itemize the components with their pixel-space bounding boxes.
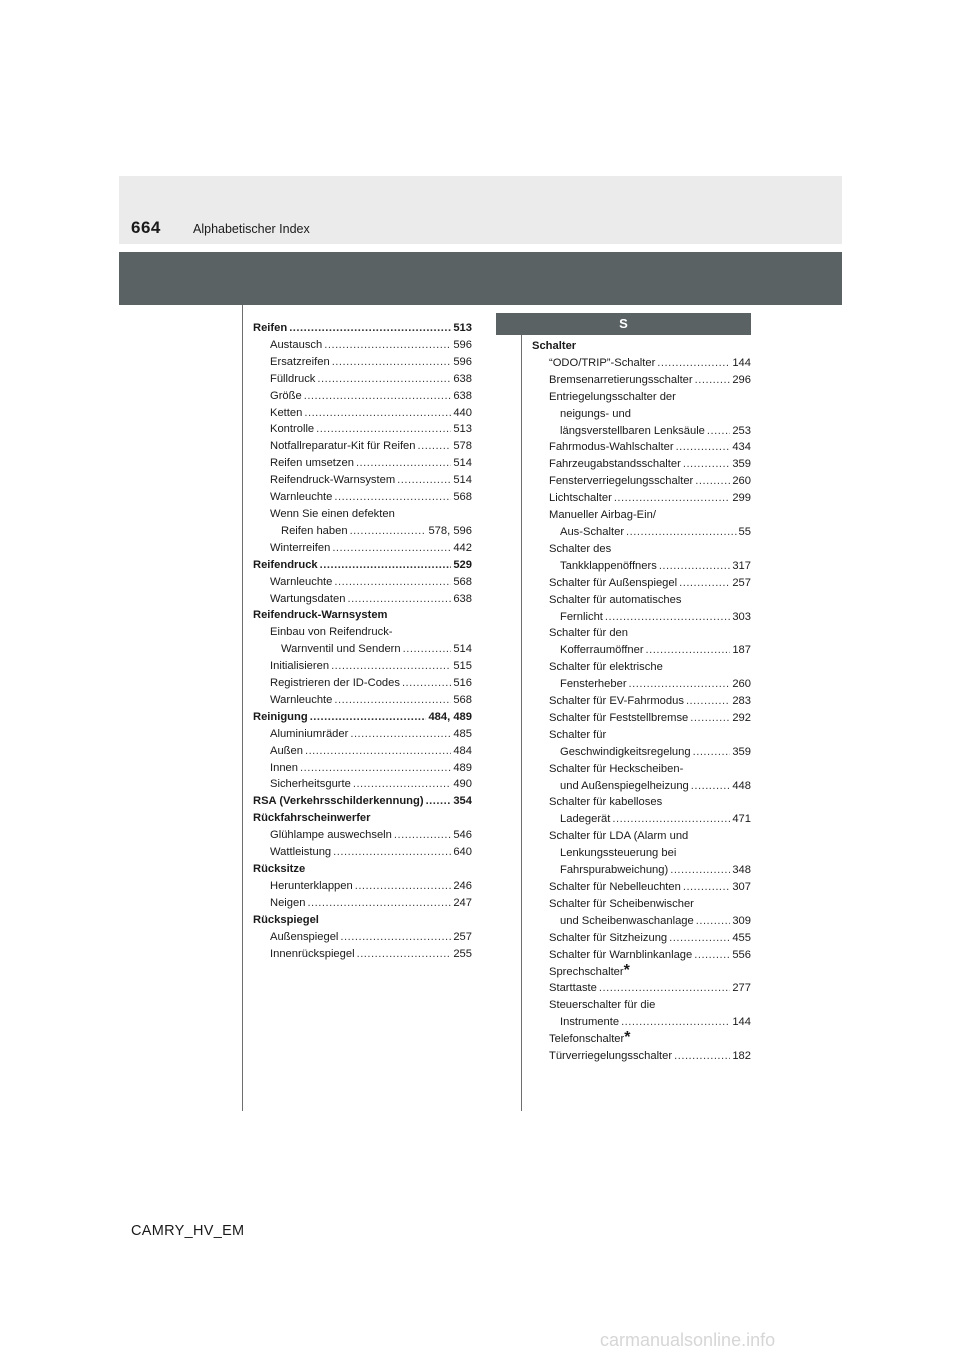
dot-leader — [683, 456, 730, 473]
dot-leader — [347, 591, 451, 608]
section-letter-bar: S — [496, 313, 751, 335]
index-entry — [532, 389, 751, 406]
index-entry — [532, 913, 751, 930]
dot-leader — [612, 811, 730, 828]
index-entry-page[interactable]: 514 — [453, 643, 472, 656]
dot-leader — [334, 574, 451, 591]
dot-leader — [350, 726, 451, 743]
index-entry — [253, 878, 472, 895]
index-entry-label: Entriegelungsschalter der — [549, 390, 676, 403]
dot-leader — [674, 1048, 730, 1065]
index-entry-label: Warnleuchte — [270, 693, 333, 706]
index-entry-label: Reifendruck-Warnsystem — [253, 609, 388, 622]
index-entry-label: Innen — [270, 761, 298, 774]
index-entry-label: Warnleuchte — [270, 491, 333, 504]
index-entry — [253, 726, 472, 743]
index-entry-page[interactable]: 359 — [732, 458, 751, 471]
index-entry — [253, 405, 472, 422]
index-entry-label: Manueller Airbag-Ein/ — [549, 509, 656, 522]
dot-leader — [694, 947, 730, 964]
index-entry — [253, 692, 472, 709]
index-entry — [532, 727, 751, 744]
index-entry — [532, 575, 751, 592]
watermark: carmanualsonline.info — [600, 1330, 776, 1350]
index-entry-label: Aus-Schalter — [560, 525, 625, 538]
dot-leader — [350, 523, 427, 540]
dot-leader — [310, 709, 427, 726]
dot-leader — [696, 913, 731, 930]
index-entry-label: Rückspiegel — [253, 913, 319, 926]
index-entry — [532, 473, 751, 490]
dot-leader — [324, 337, 451, 354]
index-entry — [253, 793, 472, 810]
index-entry-page[interactable]: 55 — [738, 525, 751, 538]
index-entry — [532, 947, 751, 964]
index-entry-page[interactable]: 277 — [732, 982, 751, 995]
index-entry-page[interactable]: 255 — [453, 947, 472, 960]
dot-leader — [304, 388, 452, 405]
index-entry — [532, 896, 751, 913]
index-entry-label: Reifen umsetzen — [270, 457, 354, 470]
index-entry-label: Lichtschalter — [549, 492, 612, 505]
index-entry — [253, 354, 472, 371]
index-entry-page[interactable]: 448 — [732, 779, 751, 792]
index-entry — [532, 490, 751, 507]
dot-leader — [334, 692, 451, 709]
index-entry-page[interactable]: 638 — [453, 372, 472, 385]
index-entry-label: Notfallreparatur-Kit für Reifen — [270, 440, 416, 453]
index-entry-label: Warnventil und Sendern — [281, 643, 401, 656]
index-entry-page[interactable]: 546 — [453, 829, 472, 842]
index-entry — [253, 760, 472, 777]
index-entry-page[interactable]: 317 — [732, 559, 751, 572]
dot-leader — [614, 490, 731, 507]
index-entry — [532, 710, 751, 727]
left-index-column — [253, 320, 472, 962]
dot-leader — [426, 793, 452, 810]
index-entry-page[interactable]: 309 — [732, 914, 751, 927]
index-entry-page[interactable]: 515 — [453, 660, 472, 673]
dot-leader — [402, 675, 451, 692]
index-entry — [532, 372, 751, 389]
index-entry-label: Türverriegelungsschalter — [549, 1050, 673, 1063]
index-entry-page[interactable]: 455 — [732, 931, 751, 944]
index-entry-label: Ersatzreifen — [270, 355, 330, 368]
index-entry-page[interactable]: 307 — [732, 881, 751, 893]
index-entry-label: Schalter für Nebelleuchten — [549, 881, 681, 893]
index-entry-label: Winterreifen — [270, 541, 331, 554]
index-entry — [253, 658, 472, 675]
index-entry — [532, 879, 751, 896]
index-entry-label: Tankklappenöffners — [560, 559, 657, 572]
index-entry-label: Schalter für Heckscheiben- — [549, 762, 684, 775]
index-entry-label: Warnleuchte — [270, 575, 333, 588]
index-entry — [253, 946, 472, 963]
index-entry-page[interactable]: 257 — [453, 930, 472, 943]
index-entry-page[interactable]: 484, 489 — [428, 710, 472, 723]
index-entry-page[interactable]: 187 — [732, 644, 751, 657]
dot-leader — [679, 575, 730, 592]
right-column-divider — [521, 313, 522, 1111]
index-entry — [532, 744, 751, 761]
dot-leader — [670, 862, 730, 879]
index-entry — [253, 455, 472, 472]
index-entry-label: neigungs- und — [560, 407, 631, 420]
index-entry-label: Außenspiegel — [270, 930, 339, 943]
index-entry — [253, 709, 472, 726]
index-entry-label: Schalter für EV-Fahrmodus — [549, 695, 684, 708]
dot-leader — [629, 676, 731, 693]
index-entry — [253, 929, 472, 946]
dot-leader — [340, 929, 451, 946]
index-entry — [253, 421, 472, 438]
index-entry-label: längsverstellbaren Lenksäule — [560, 424, 705, 437]
index-entry-label: Reifen haben — [281, 524, 348, 537]
index-entry — [532, 794, 751, 811]
index-entry-page[interactable]: 144 — [732, 1016, 751, 1029]
index-entry-page[interactable]: 514 — [453, 457, 472, 470]
index-entry-label: Neigen — [270, 896, 306, 909]
index-entry — [253, 438, 472, 455]
index-entry — [532, 642, 751, 659]
index-entry — [253, 371, 472, 388]
index-entry — [253, 641, 472, 658]
dot-leader — [397, 472, 451, 489]
index-entry-label: Schalter für Außenspiegel — [549, 576, 678, 589]
dot-leader — [659, 558, 731, 575]
index-entry-page[interactable]: 348 — [732, 864, 751, 877]
index-entry-label: Wenn Sie einen defekten — [270, 507, 395, 520]
index-entry-page[interactable]: 513 — [453, 322, 472, 334]
index-entry-label: Reifendruck-Warnsystem — [270, 474, 396, 487]
index-entry-page[interactable]: 484 — [453, 744, 472, 757]
dot-leader — [418, 438, 452, 455]
dot-leader — [300, 760, 451, 777]
index-entry-page[interactable]: 354 — [453, 795, 472, 808]
dot-leader — [394, 827, 451, 844]
index-entry-label: Schalter für Warnblinkanlage — [549, 948, 693, 961]
index-entry — [253, 523, 472, 540]
index-entry-label: Aluminiumräder — [270, 727, 349, 740]
index-entry-page[interactable]: 260 — [732, 475, 751, 488]
dot-leader — [657, 355, 730, 372]
index-entry-page[interactable]: 303 — [732, 610, 751, 623]
index-entry — [532, 980, 751, 997]
model-code: CAMRY_HV_EM — [131, 1223, 245, 1239]
index-entry — [532, 456, 751, 473]
index-entry-label: Außen — [270, 744, 303, 757]
index-entry — [532, 592, 751, 609]
index-entry-page[interactable]: 485 — [453, 727, 472, 740]
index-entry-label: und Außenspiegelheizung — [560, 779, 689, 792]
index-entry — [532, 845, 751, 862]
index-entry-label: Größe — [270, 389, 302, 402]
index-entry-label: Ketten — [270, 406, 303, 419]
index-entry-label: Fülldruck — [270, 372, 316, 385]
dot-leader — [695, 372, 731, 389]
index-entry-page[interactable]: 513 — [453, 423, 472, 436]
index-entry — [253, 827, 472, 844]
dot-leader — [669, 930, 730, 947]
dot-leader — [707, 423, 730, 440]
dot-leader — [683, 879, 730, 896]
dot-leader — [316, 421, 451, 438]
index-entry — [532, 558, 751, 575]
index-entry: Telefonschalter * — [549, 1029, 631, 1047]
index-entry — [253, 675, 472, 692]
index-entry — [532, 676, 751, 693]
index-entry-page[interactable]: 247 — [453, 896, 472, 909]
index-entry-page[interactable]: 434 — [732, 441, 751, 454]
index-entry — [532, 1048, 751, 1065]
index-entry-page[interactable]: 596 — [453, 338, 472, 351]
index-entry — [253, 607, 472, 624]
index-entry-label: Herunterklappen — [270, 879, 353, 892]
index-entry-label: Reifen — [253, 322, 288, 334]
index-entry-label: Schalter für den — [549, 627, 628, 640]
index-entry — [253, 320, 472, 337]
dot-leader — [331, 658, 451, 675]
index-entry-label: Sprechschalter — [549, 965, 624, 978]
index-entry-label: und Scheibenwaschanlage — [560, 914, 694, 927]
index-entry-label: Registrieren der ID-Codes — [270, 677, 400, 690]
index-entry-label: Kontrolle — [270, 423, 315, 436]
index-entry-page[interactable]: 568 — [453, 693, 472, 706]
index-entry — [253, 574, 472, 591]
index-entry-page[interactable]: 568 — [453, 575, 472, 588]
index-entry — [253, 591, 472, 608]
index-entry-label: Ladegerät — [560, 813, 611, 826]
index-entry-page[interactable]: 442 — [453, 541, 472, 554]
index-entry-page[interactable]: 556 — [732, 948, 751, 961]
dot-leader — [605, 609, 730, 626]
index-entry-label: Schalter für — [549, 728, 607, 741]
right-index-column — [532, 338, 751, 1065]
index-entry-label: Bremsenarretierungsschalter — [549, 373, 693, 386]
dot-leader — [332, 540, 451, 557]
index-entry — [532, 828, 751, 845]
index-entry — [253, 624, 472, 641]
index-entry-label: Schalter für Feststellbremse — [549, 711, 689, 724]
index-entry — [253, 540, 472, 557]
page-number: 664 — [131, 218, 161, 237]
index-entry-label: Innenrückspiegel — [270, 947, 355, 960]
index-entry-page[interactable]: 638 — [453, 389, 472, 402]
index-entry-page[interactable]: 299 — [732, 492, 751, 505]
dot-leader — [289, 320, 451, 337]
index-entry — [532, 862, 751, 879]
index-entry — [253, 557, 472, 574]
index-entry-label: Schalter für elektrische — [549, 661, 663, 674]
index-entry-label: Rückfahrscheinwerfer — [253, 812, 371, 825]
dot-leader — [332, 354, 452, 371]
index-entry — [532, 439, 751, 456]
dot-leader — [646, 642, 731, 659]
dark-header-bar — [119, 252, 842, 305]
index-entry-page[interactable]: 529 — [453, 558, 472, 571]
dot-leader — [676, 439, 731, 456]
index-entry-page[interactable]: 253 — [732, 424, 751, 437]
dot-leader — [695, 473, 730, 490]
dot-leader — [305, 743, 451, 760]
dot-leader — [320, 557, 452, 574]
index-entry-page[interactable]: 578 — [453, 440, 472, 453]
index-entry-label: Starttaste — [549, 982, 597, 995]
index-entry-page[interactable]: 182 — [732, 1050, 751, 1063]
index-entry-label: Schalter für Sitzheizung — [549, 931, 668, 944]
index-entry-page[interactable]: 514 — [453, 474, 472, 487]
index-entry-label: Fensterheber — [560, 678, 627, 691]
index-entry — [532, 524, 751, 541]
dot-leader — [691, 778, 731, 795]
index-entry — [253, 388, 472, 405]
section-title: Alphabetischer Index — [193, 222, 310, 236]
index-entry-page[interactable]: 489 — [453, 761, 472, 774]
index-entry — [532, 541, 751, 558]
index-entry-label: Austausch — [270, 338, 323, 351]
dot-leader — [334, 489, 451, 506]
index-entry — [532, 406, 751, 423]
index-entry-label: Einbau von Reifendruck- — [270, 626, 393, 639]
index-entry-page[interactable]: 578, 596 — [428, 524, 472, 537]
dot-leader — [304, 405, 451, 422]
index-entry-label: Initialisieren — [270, 660, 330, 673]
dot-leader — [356, 455, 451, 472]
left-column-divider — [242, 305, 243, 1111]
index-entry — [253, 861, 472, 878]
dot-leader — [353, 776, 451, 793]
index-entry — [253, 743, 472, 760]
dot-leader — [333, 844, 451, 861]
index-entry-label: Schalter für automatisches — [549, 593, 682, 606]
index-entry-page[interactable]: 440 — [453, 406, 472, 419]
index-entry — [532, 778, 751, 795]
dot-leader — [355, 878, 452, 895]
dot-leader — [307, 895, 451, 912]
index-entry-label: Reifendruck — [253, 558, 318, 571]
index-entry-label: RSA (Verkehrsschilderkennung) — [253, 795, 424, 808]
index-entry-label: Wattleistung — [270, 846, 332, 859]
index-entry — [532, 811, 751, 828]
index-entry — [532, 507, 751, 524]
index-entry — [532, 761, 751, 778]
index-entry — [532, 338, 751, 355]
index-entry-page[interactable]: 471 — [732, 813, 751, 826]
index-entry-page[interactable]: 568 — [453, 491, 472, 504]
index-entry-label: Schalter für kabelloses — [549, 796, 663, 809]
dot-leader — [686, 693, 730, 710]
index-entry-page[interactable]: 260 — [732, 678, 751, 691]
dot-leader — [621, 1014, 730, 1031]
index-entry — [532, 1014, 751, 1031]
index-entry — [532, 659, 751, 676]
index-entry-label: Fensterverriegelungsschalter — [549, 475, 694, 488]
index-entry-label: Schalter für LDA (Alarm und — [549, 830, 689, 843]
index-entry-label: Fahrzeugabstandsschalter — [549, 458, 681, 471]
index-entry — [532, 930, 751, 947]
index-entry-page[interactable]: 246 — [453, 879, 472, 892]
index-entry — [532, 625, 751, 642]
index-entry-page[interactable]: 292 — [732, 711, 751, 724]
index-entry — [253, 337, 472, 354]
index-entry-page[interactable]: 283 — [732, 695, 751, 708]
index-entry-label: Fahrmodus-Wahlschalter — [549, 441, 674, 454]
index-entry — [253, 506, 472, 523]
index-entry-label: Kofferraumöffner — [560, 644, 644, 657]
index-entry-label: Fernlicht — [560, 610, 603, 623]
index-entry-page[interactable]: 490 — [453, 778, 472, 791]
index-entry-page[interactable]: 596 — [453, 355, 472, 368]
index-entry — [532, 355, 751, 372]
dot-leader — [357, 946, 452, 963]
index-entry-page[interactable]: 640 — [453, 846, 472, 859]
index-entry-page[interactable]: 144 — [732, 356, 751, 369]
index-entry-label: Rücksitze — [253, 863, 306, 875]
index-entry-page[interactable]: 359 — [732, 745, 751, 758]
index-entry — [253, 895, 472, 912]
dot-leader — [403, 641, 452, 658]
index-entry-label: Telefonschalter — [549, 1033, 625, 1046]
index-entry-label: Schalter — [532, 340, 577, 352]
index-entry-label: Geschwindigkeitsregelung — [560, 745, 691, 758]
index-entry-page[interactable]: 257 — [732, 576, 751, 589]
index-entry-label: Wartungsdaten — [270, 592, 346, 605]
index-entry-label: Schalter des — [549, 542, 612, 555]
index-entry-label: Schalter für Scheibenwischer — [549, 897, 694, 910]
index-entry — [532, 609, 751, 626]
index-entry-page[interactable]: 516 — [453, 677, 472, 690]
dot-leader — [690, 710, 730, 727]
index-entry-label: Fahrspurabweichung) — [560, 864, 669, 877]
index-entry — [532, 693, 751, 710]
dot-leader — [599, 980, 730, 997]
index-entry — [253, 489, 472, 506]
index-entry-label: Instrumente — [560, 1016, 620, 1029]
index-entry: Sprechschalter * — [549, 961, 630, 979]
dot-leader — [626, 524, 737, 541]
index-entry-label: Steuerschalter für die — [549, 999, 656, 1012]
index-entry-label: “ODO/TRIP”-Schalter — [549, 356, 656, 369]
index-entry — [532, 997, 751, 1014]
index-entry — [253, 776, 472, 793]
index-entry — [253, 912, 472, 929]
index-entry-page[interactable]: 638 — [453, 592, 472, 605]
index-entry-label: Lenkungssteuerung bei — [560, 847, 677, 860]
index-entry — [253, 810, 472, 827]
dot-leader — [317, 371, 451, 388]
index-entry — [532, 423, 751, 440]
dot-leader — [693, 744, 731, 761]
index-entry-label: Glühlampe auswechseln — [270, 829, 392, 842]
index-entry — [253, 472, 472, 489]
index-entry-label: Sicherheitsgurte — [270, 778, 351, 791]
index-entry — [253, 844, 472, 861]
index-entry-page[interactable]: 296 — [732, 373, 751, 386]
index-entry-label: Reinigung — [253, 710, 308, 723]
